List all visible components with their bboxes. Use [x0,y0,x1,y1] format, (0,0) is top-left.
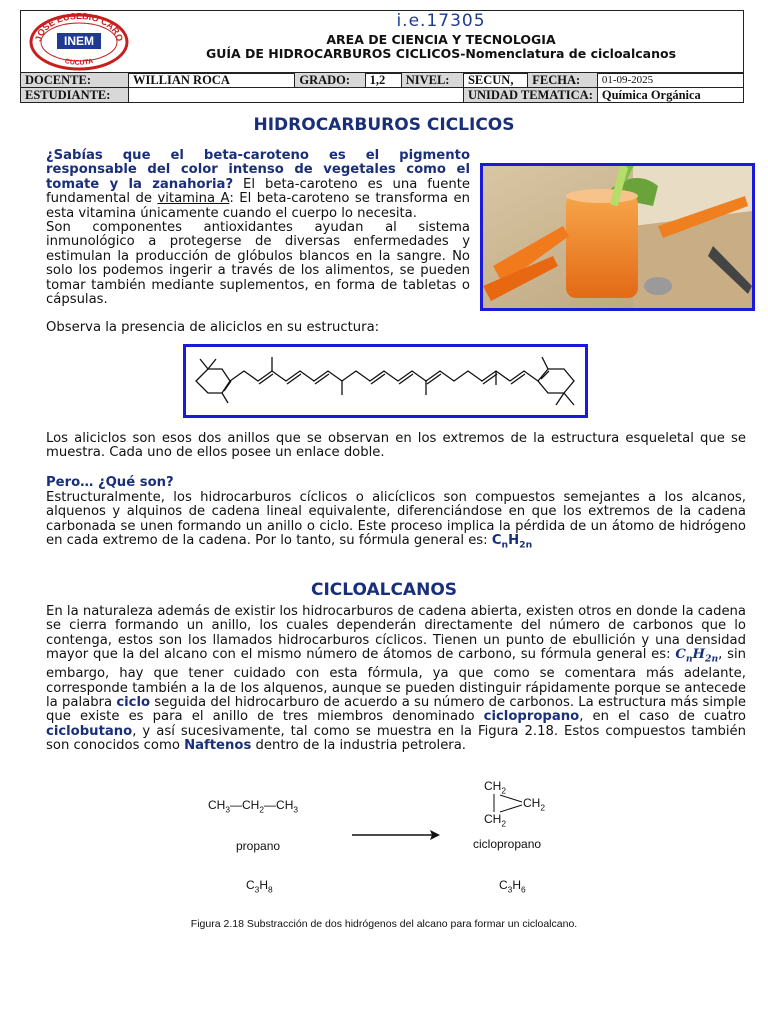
nivel-value: SECUN, [463,73,527,88]
beta-carotene-structure [183,344,588,418]
school-logo-icon [27,13,131,71]
cyclopropane-bonds-icon [484,792,528,816]
cicloalcanos-text-b: , sin embargo, hay que tener cuidado con esta fórmula, ya que como se comentara más adelante, corresponde también a la de los alquenos, aunque se pueden distinguir rápidamente porque se antecede la palabra [46,647,746,711]
nivel-label: NIVEL: [401,73,463,88]
kw-ciclopropano: ciclopropano [483,709,580,725]
grado-value: 1,2 [365,73,401,88]
grado-label: GRADO: [295,73,365,88]
formula2-h: H [692,647,706,663]
info-row-2 [21,88,744,103]
general-formula [491,533,533,551]
section1-title: HIDROCARBUROS CICLICOS [253,115,515,135]
structure-paragraph [46,491,746,553]
reaction-arrow-icon [350,828,442,842]
area-title: AREA DE CIENCIA Y TECNOLOGIA [326,32,556,47]
beta-carotene-skeletal-icon [186,347,585,415]
intro-text-b: : El beta-caroteno se transforma en esta vitamina únicamente cuando el cuerpo lo necesita. [46,191,470,221]
formula2-n: n [685,653,693,665]
propane-formula: $CH_3—CH_2—CH_3$ [208,798,299,815]
guide-title: GUÍA DE HIDROCARBUROS CICLICOS-Nomenclatura de cicloalcanos [205,46,677,61]
carrot-juice-photo [480,163,755,311]
info-row-1 [21,73,744,88]
cicloalcanos-text-d: , en el caso de cuatro [579,709,746,725]
intro-paragraph [46,149,470,307]
formula2-c: C [675,647,686,663]
cyclo-name: ciclopropano [473,837,542,851]
cicloalcanos-text-e: , y así sucesivamente, tal como se muestra en la Figura 2.18. Estos compuestos también son conocidos como [46,723,746,754]
section2-title: CICLOALCANOS [310,580,458,600]
cicloalcanos-formula [675,647,719,665]
cicloalcanos-paragraph [46,605,746,754]
cyclo-molecular: $C_3H_6$ [499,878,526,895]
kw-ciclobutano: ciclobutano [46,723,133,739]
fecha-value: 01-09-2025 [597,73,743,88]
logo-center-text: INEM [64,34,94,48]
kw-naftenos: Naftenos [184,738,252,754]
antioxidant-paragraph: Son componentes antioxidantes ayudan al sistema inmunológico a protegerse de diversas enfermedades y estimulan la producción de glóbulos blancos en la sangre. No solo los podemos ingerir a través de los alimentos, se pueden tomar también mediante suplementos, en forma de tabletas o cápsulas. [46,220,470,308]
carrot-juice-illustration-icon [483,166,752,308]
cicloalcanos-text-f: dentro de la industria petrolera. [251,738,467,754]
info-table [20,72,744,103]
formula2-2n: 2n [705,653,719,665]
cyclo-ch2-bottom: $CH_2$ [484,812,507,829]
intro-text-a: El beta-caroteno es una fuente fundamental de [46,176,470,207]
propane-name: propano [236,839,281,853]
logo-bottom-text: CUCUTA [64,57,94,67]
cicloalcanos-text-a: En la naturaleza además de existir los hidrocarburos de cadena abierta, existen otros en donde la cadena se cierra formando un anillo, los cuales dependerán directamente del número de carbonos que lo contenga, estos son los llamados hidrocarburos cíclicos. Tienen un punto de ebullición y una densidad mayor que la del alcano con el mismo número de átomos de carbono, su fórmula general es: [46,604,746,663]
figure-caption: Figura 2.18 Substracción de dos hidrógenos del alcano para formar un cicloalcano. [190,918,578,930]
docente-label: DOCENTE: [21,73,129,88]
unidad-label: UNIDAD TEMATICA: [463,88,597,103]
fecha-label: FECHA: [528,73,598,88]
propane-molecular: $C_3H_8$ [246,878,273,895]
structure-text: Estructuralmente, los hidrocarburos cíclicos o alicíclicos son compuestos semejantes a los alcanos, alquenos y alquinos de cadena lineal equivalente, diferenciándose en que los extremos de la cadena carbonada se unen formando un anillo o ciclo. Este proceso implica la pérdida de un átomo de hidrógeno en cada extremo de la cadena. Por lo tanto, su fórmula general es: [46,490,746,549]
institution-name: i.e.17305 [396,11,486,31]
kw-ciclo: ciclo [116,695,151,711]
cyclo-ch2-top: $CH_2$ [484,779,507,796]
vitamin-a-link: vitamina A [157,191,230,207]
aliciclos-paragraph: Los aliciclos son esos dos anillos que se observan en los extremos de la estructura esqueletal que se muestra. Cada uno de ellos posee un enlace doble. [46,431,746,461]
formula-h: H [508,533,520,549]
que-son-heading: Pero… ¿Qué son? [46,475,174,490]
logo-top-text: JOSE EUSEBIO CARO [33,13,125,43]
estudiante-label: ESTUDIANTE: [21,88,129,103]
estudiante-value[interactable] [128,88,463,103]
unidad-value: Química Orgánica [597,88,743,103]
intro-question: ¿Sabías que el beta-caroteno es el pigmento responsable del color intenso de vegetales como el tomate y la zanahoria? [46,148,470,192]
cyclo-ch2-right: $CH_2$ [523,796,546,813]
header [20,10,744,74]
observe-paragraph: Observa la presencia de aliciclos en su estructura: [46,320,380,335]
cicloalcanos-text-c: seguida del hidrocarburo de acuerdo a su número de carbonos. La estructura más simple que existe es para el anillo de tres miembros denominado [46,695,746,725]
docente-value: WILLIAN ROCA [128,73,294,88]
formula-n: n [501,539,509,551]
formula-c: C [491,533,502,549]
formula-2n: 2n [519,539,533,551]
